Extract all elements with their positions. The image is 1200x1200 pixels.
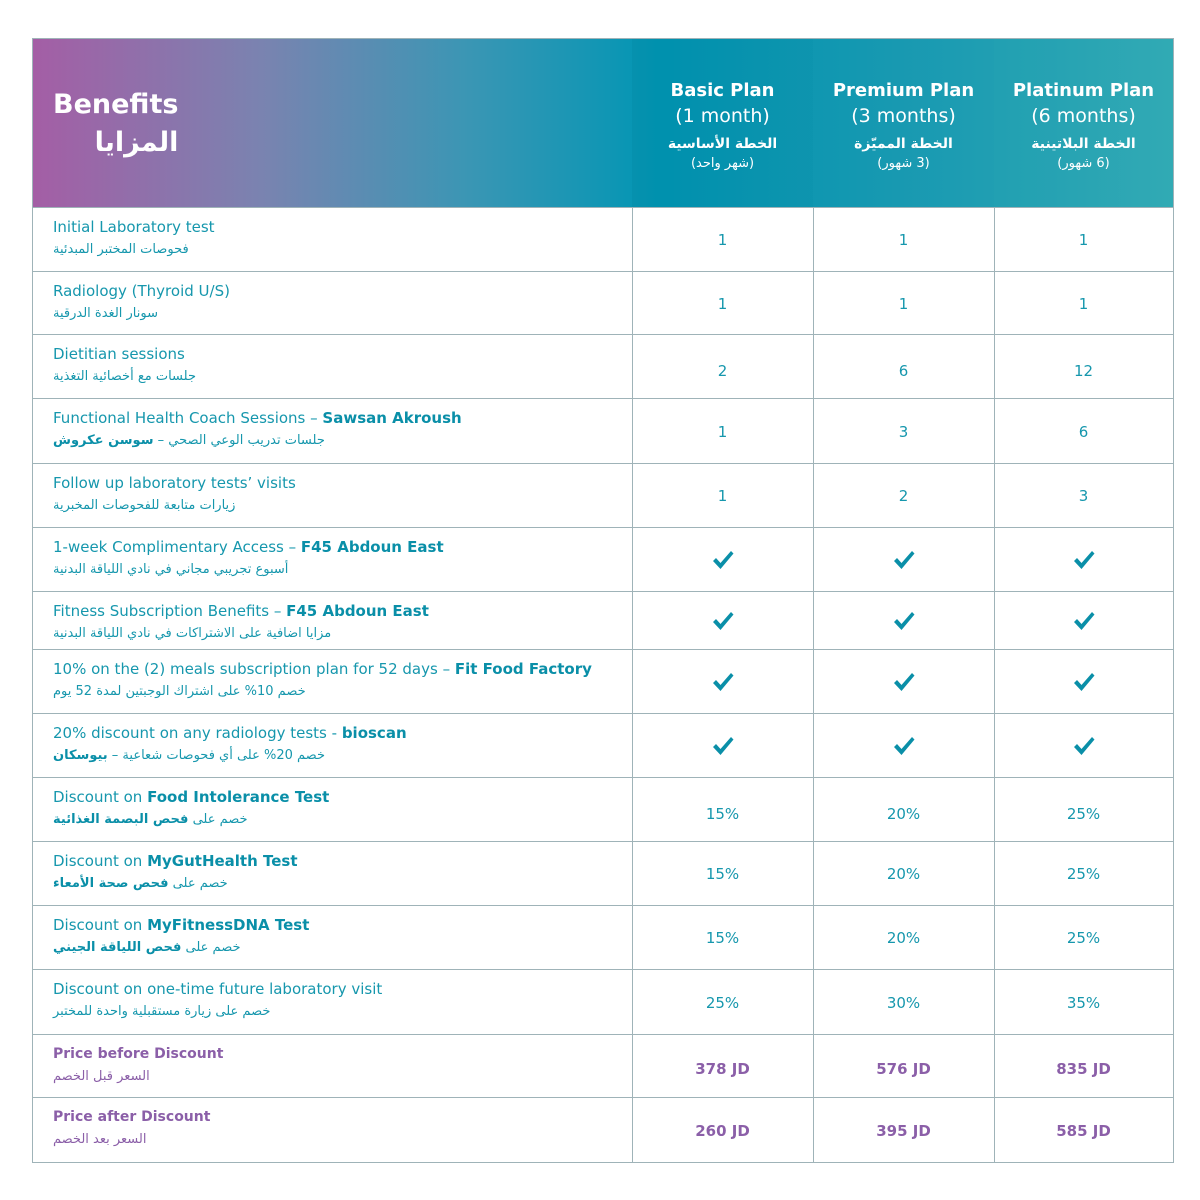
plan-name-ar: الخطة المميّزة	[854, 136, 953, 152]
value-text: 12	[1073, 362, 1094, 380]
check-icon	[892, 548, 916, 572]
partner-name: Fit Food Factory	[454, 660, 592, 678]
value-text: 1	[898, 294, 909, 313]
value-text: 1	[717, 294, 728, 313]
benefit-label	[53, 600, 623, 645]
check-icon	[711, 548, 735, 572]
plan-header-basic	[632, 39, 813, 207]
plan-value-premium	[813, 970, 994, 1035]
value-text: 1	[1078, 294, 1089, 313]
partner-name: بيوسكان	[53, 748, 108, 763]
benefit-label-ar: جلسات مع أخصائية التغذية	[53, 369, 196, 384]
benefit-label-ar: أسبوع تجريبي مجاني في نادي اللياقة البدنية	[53, 562, 289, 577]
value-text: 2	[898, 487, 909, 505]
benefit-label-en: Initial Laboratory test	[53, 218, 215, 236]
benefit-label	[53, 914, 623, 959]
check-icon	[892, 734, 916, 758]
benefit-label-en: Discount on one-time future laboratory visit	[53, 980, 383, 998]
benefit-row	[33, 398, 1173, 464]
value-text: 30%	[886, 993, 921, 1012]
benefit-label	[53, 850, 623, 895]
plan-value-platinum	[994, 778, 1173, 846]
plan-value-premium	[813, 335, 994, 403]
plan-duration: (6 months)	[1031, 105, 1136, 127]
benefit-label-ar-wrap	[53, 494, 623, 517]
plan-header-platinum	[994, 39, 1173, 207]
plan-value-basic	[632, 906, 813, 970]
benefit-row	[33, 207, 1173, 272]
plan-value-platinum	[994, 592, 1173, 650]
plan-value-platinum	[994, 208, 1173, 272]
benefit-label-en: Discount on MyFitnessDNA Test	[53, 916, 310, 934]
plan-value-basic	[632, 399, 813, 464]
benefit-label-ar-wrap	[53, 429, 623, 452]
plan-value-platinum	[994, 464, 1173, 528]
plan-name-ar: الخطة البلاتينية	[1031, 136, 1136, 152]
value-text: 20%	[886, 929, 921, 947]
benefit-label-ar-wrap	[53, 622, 623, 645]
benefit-label	[53, 343, 623, 388]
benefit-label	[53, 216, 623, 261]
benefit-label-ar-wrap	[53, 558, 623, 581]
benefit-label-ar-wrap	[53, 238, 623, 261]
benefit-label-ar: السعر بعد الخصم	[53, 1132, 147, 1147]
value-text: 3	[1078, 487, 1089, 505]
check-icon	[711, 734, 735, 758]
table-header	[33, 39, 1173, 207]
value-text: 25%	[1066, 865, 1101, 883]
benefit-label-ar-wrap	[53, 808, 623, 831]
plan-value-platinum	[994, 272, 1173, 335]
plan-value-basic	[632, 1098, 813, 1163]
benefit-row	[33, 527, 1173, 592]
benefit-label-ar: خصم 20% على أي فحوصات شعاعية – بيوسكان	[53, 748, 325, 763]
plan-value-premium	[813, 528, 994, 592]
plan-value-basic	[632, 842, 813, 906]
value-text: 20%	[886, 805, 921, 823]
benefit-label-en: 20% discount on any radiology tests - bioscan	[53, 724, 407, 742]
plan-value-platinum	[994, 1035, 1173, 1100]
plan-name: Platinum Plan	[1012, 80, 1155, 101]
plan-value-premium	[813, 1035, 994, 1100]
partner-name: Sawsan Akroush	[322, 409, 462, 427]
partner-name: فحص صحة الأمعاء	[53, 876, 169, 891]
value-text: 378 JD	[695, 1059, 750, 1078]
plan-value-platinum	[994, 1098, 1173, 1163]
benefit-label-en: Discount on Food Intolerance Test	[53, 788, 330, 806]
benefit-label-en: Radiology (Thyroid U/S)	[53, 282, 230, 300]
benefit-label	[53, 536, 623, 581]
value-text: 15%	[705, 929, 740, 947]
benefit-label	[53, 722, 623, 767]
plan-value-platinum	[994, 842, 1173, 906]
plan-value-basic	[632, 714, 813, 778]
benefit-label-en: Functional Health Coach Sessions – Sawsan Akroush	[53, 409, 462, 427]
benefit-row	[33, 271, 1173, 335]
benefit-row	[33, 713, 1173, 778]
benefit-label-en: Dietitian sessions	[53, 345, 185, 363]
benefit-label-ar: فحوصات المختبر المبدئية	[53, 242, 189, 257]
price-row	[33, 1034, 1173, 1098]
value-text: 835 JD	[1056, 1059, 1111, 1078]
value-text: 1	[717, 422, 728, 441]
value-text: 15%	[705, 805, 740, 823]
check-icon	[711, 670, 735, 694]
check-icon	[711, 609, 735, 633]
benefit-label-ar: خصم على فحص البصمة الغذائية	[53, 812, 248, 827]
value-text: 15%	[705, 865, 740, 883]
price-row	[33, 1097, 1173, 1163]
value-text: 6	[1078, 422, 1089, 441]
benefit-label	[53, 978, 623, 1023]
partner-name: Food Intolerance Test	[147, 788, 330, 806]
plan-value-premium	[813, 272, 994, 335]
plan-value-basic	[632, 335, 813, 403]
partner-name: سوسن عكروش	[53, 433, 154, 448]
plan-value-premium	[813, 778, 994, 846]
benefit-label	[53, 1043, 623, 1088]
benefits-heading-ar: المزايا	[94, 127, 179, 158]
value-text: 1	[717, 231, 728, 249]
plans-comparison-table	[32, 38, 1174, 1163]
check-icon	[1072, 548, 1096, 572]
value-text: 585 JD	[1056, 1121, 1111, 1140]
plan-value-premium	[813, 906, 994, 970]
plan-value-platinum	[994, 650, 1173, 714]
plan-value-premium	[813, 399, 994, 464]
benefit-row	[33, 463, 1173, 528]
benefit-label-en: 10% on the (2) meals subscription plan for 52 days – Fit Food Factory	[53, 660, 592, 678]
check-icon	[1072, 609, 1096, 633]
benefit-label-ar-wrap	[53, 744, 623, 767]
benefit-row	[33, 334, 1173, 399]
plan-duration: (3 months)	[851, 105, 956, 127]
value-text: 1	[1078, 231, 1089, 249]
benefit-row	[33, 841, 1173, 906]
value-text: 3	[898, 422, 909, 441]
benefit-label-ar-wrap	[53, 302, 623, 325]
plan-value-premium	[813, 714, 994, 778]
benefits-heading-en: Benefits	[53, 89, 179, 120]
plan-duration: (1 month)	[675, 105, 770, 127]
plan-value-basic	[632, 1035, 813, 1100]
plan-value-platinum	[994, 714, 1173, 778]
value-text: 35%	[1066, 993, 1101, 1012]
benefit-label-ar-wrap	[53, 872, 623, 895]
benefit-label-ar-wrap	[53, 1000, 623, 1023]
benefit-label-en: 1-week Complimentary Access – F45 Abdoun East	[53, 538, 444, 556]
plan-value-platinum	[994, 970, 1173, 1035]
value-text: 395 JD	[876, 1121, 931, 1140]
benefit-label	[53, 280, 623, 325]
partner-name: F45 Abdoun East	[286, 602, 429, 620]
benefit-label-ar: جلسات تدريب الوعي الصحي – سوسن عكروش	[53, 433, 325, 448]
benefit-label-ar-wrap	[53, 365, 623, 388]
plan-value-basic	[632, 970, 813, 1035]
benefit-label-en: Price before Discount	[53, 1046, 224, 1062]
plan-value-platinum	[994, 528, 1173, 592]
benefit-label-ar: خصم على فحص اللياقة الجيني	[53, 940, 241, 955]
benefit-label-ar-wrap	[53, 1128, 623, 1151]
plan-value-basic	[632, 208, 813, 272]
check-icon	[892, 609, 916, 633]
benefit-label-en: Follow up laboratory tests’ visits	[53, 474, 296, 492]
plan-value-basic	[632, 778, 813, 846]
value-text: 260 JD	[695, 1121, 750, 1140]
partner-name: F45 Abdoun East	[300, 538, 444, 556]
plan-value-premium	[813, 650, 994, 714]
benefits-heading	[53, 87, 178, 163]
check-icon	[1072, 670, 1096, 694]
check-icon	[1072, 734, 1096, 758]
plan-value-platinum	[994, 399, 1173, 464]
benefit-label-ar: زيارات متابعة للفحوصات المخبرية	[53, 498, 236, 513]
column-divider	[994, 207, 995, 1162]
benefit-label	[53, 658, 623, 703]
benefit-label-ar: سونار الغدة الدرقية	[53, 306, 158, 321]
benefit-label	[53, 1106, 623, 1151]
value-text: 2	[717, 362, 728, 380]
plan-duration-ar: (3 شهور)	[877, 156, 930, 171]
plan-name-ar: الخطة الأساسية	[667, 136, 778, 152]
partner-name: فحص اللياقة الجيني	[53, 940, 182, 955]
plan-duration-ar: (6 شهور)	[1057, 156, 1110, 171]
benefit-row	[33, 591, 1173, 650]
plan-header-premium	[813, 39, 994, 207]
benefit-label-ar-wrap	[53, 680, 623, 703]
benefit-row	[33, 905, 1173, 970]
value-text: 25%	[1066, 929, 1101, 947]
plan-value-premium	[813, 208, 994, 272]
plan-name: Basic Plan	[670, 80, 775, 101]
plan-value-basic	[632, 528, 813, 592]
benefit-label-en: Discount on MyGutHealth Test	[53, 852, 298, 870]
benefit-label-ar-wrap	[53, 936, 623, 959]
benefit-label-en: Price after Discount	[53, 1109, 211, 1125]
plan-value-premium	[813, 842, 994, 906]
benefit-row	[33, 777, 1173, 842]
benefit-label-ar: خصم 10% على اشتراك الوجبتين لمدة 52 يوم	[53, 684, 306, 699]
plan-value-premium	[813, 592, 994, 650]
benefit-label	[53, 472, 623, 517]
column-divider	[632, 207, 633, 1162]
plan-value-basic	[632, 650, 813, 714]
value-text: 1	[898, 231, 909, 249]
benefit-label	[53, 407, 623, 452]
plan-duration-ar: (شهر واحد)	[690, 156, 755, 171]
benefit-label-ar: خصم على زيارة مستقبلية واحدة للمختبر	[53, 1004, 271, 1019]
value-text: 576 JD	[876, 1059, 931, 1078]
benefit-label-en: Fitness Subscription Benefits – F45 Abdoun East	[53, 602, 429, 620]
value-text: 25%	[1066, 805, 1101, 823]
value-text: 6	[898, 362, 909, 380]
benefit-label-ar: مزايا اضافية على الاشتراكات في نادي اللياقة البدنية	[53, 626, 332, 641]
check-icon	[892, 670, 916, 694]
value-text: 20%	[886, 865, 921, 883]
value-text: 25%	[705, 993, 740, 1012]
benefit-label	[53, 786, 623, 831]
value-text: 1	[717, 487, 728, 505]
benefit-label-ar: خصم على فحص صحة الأمعاء	[53, 876, 228, 891]
plan-value-premium	[813, 464, 994, 528]
plan-value-basic	[632, 464, 813, 528]
plan-name: Premium Plan	[832, 80, 975, 101]
benefit-row	[33, 649, 1173, 714]
benefit-label-ar: السعر قبل الخصم	[53, 1069, 150, 1084]
plan-value-basic	[632, 592, 813, 650]
partner-name: MyGutHealth Test	[147, 852, 298, 870]
plan-value-platinum	[994, 906, 1173, 970]
partner-name: bioscan	[341, 724, 407, 742]
benefit-row	[33, 969, 1173, 1035]
column-divider	[813, 207, 814, 1162]
benefit-label-ar-wrap	[53, 1065, 623, 1088]
plan-value-platinum	[994, 335, 1173, 403]
partner-name: MyFitnessDNA Test	[147, 916, 310, 934]
plan-value-premium	[813, 1098, 994, 1163]
plan-value-basic	[632, 272, 813, 335]
partner-name: فحص البصمة الغذائية	[53, 812, 189, 827]
